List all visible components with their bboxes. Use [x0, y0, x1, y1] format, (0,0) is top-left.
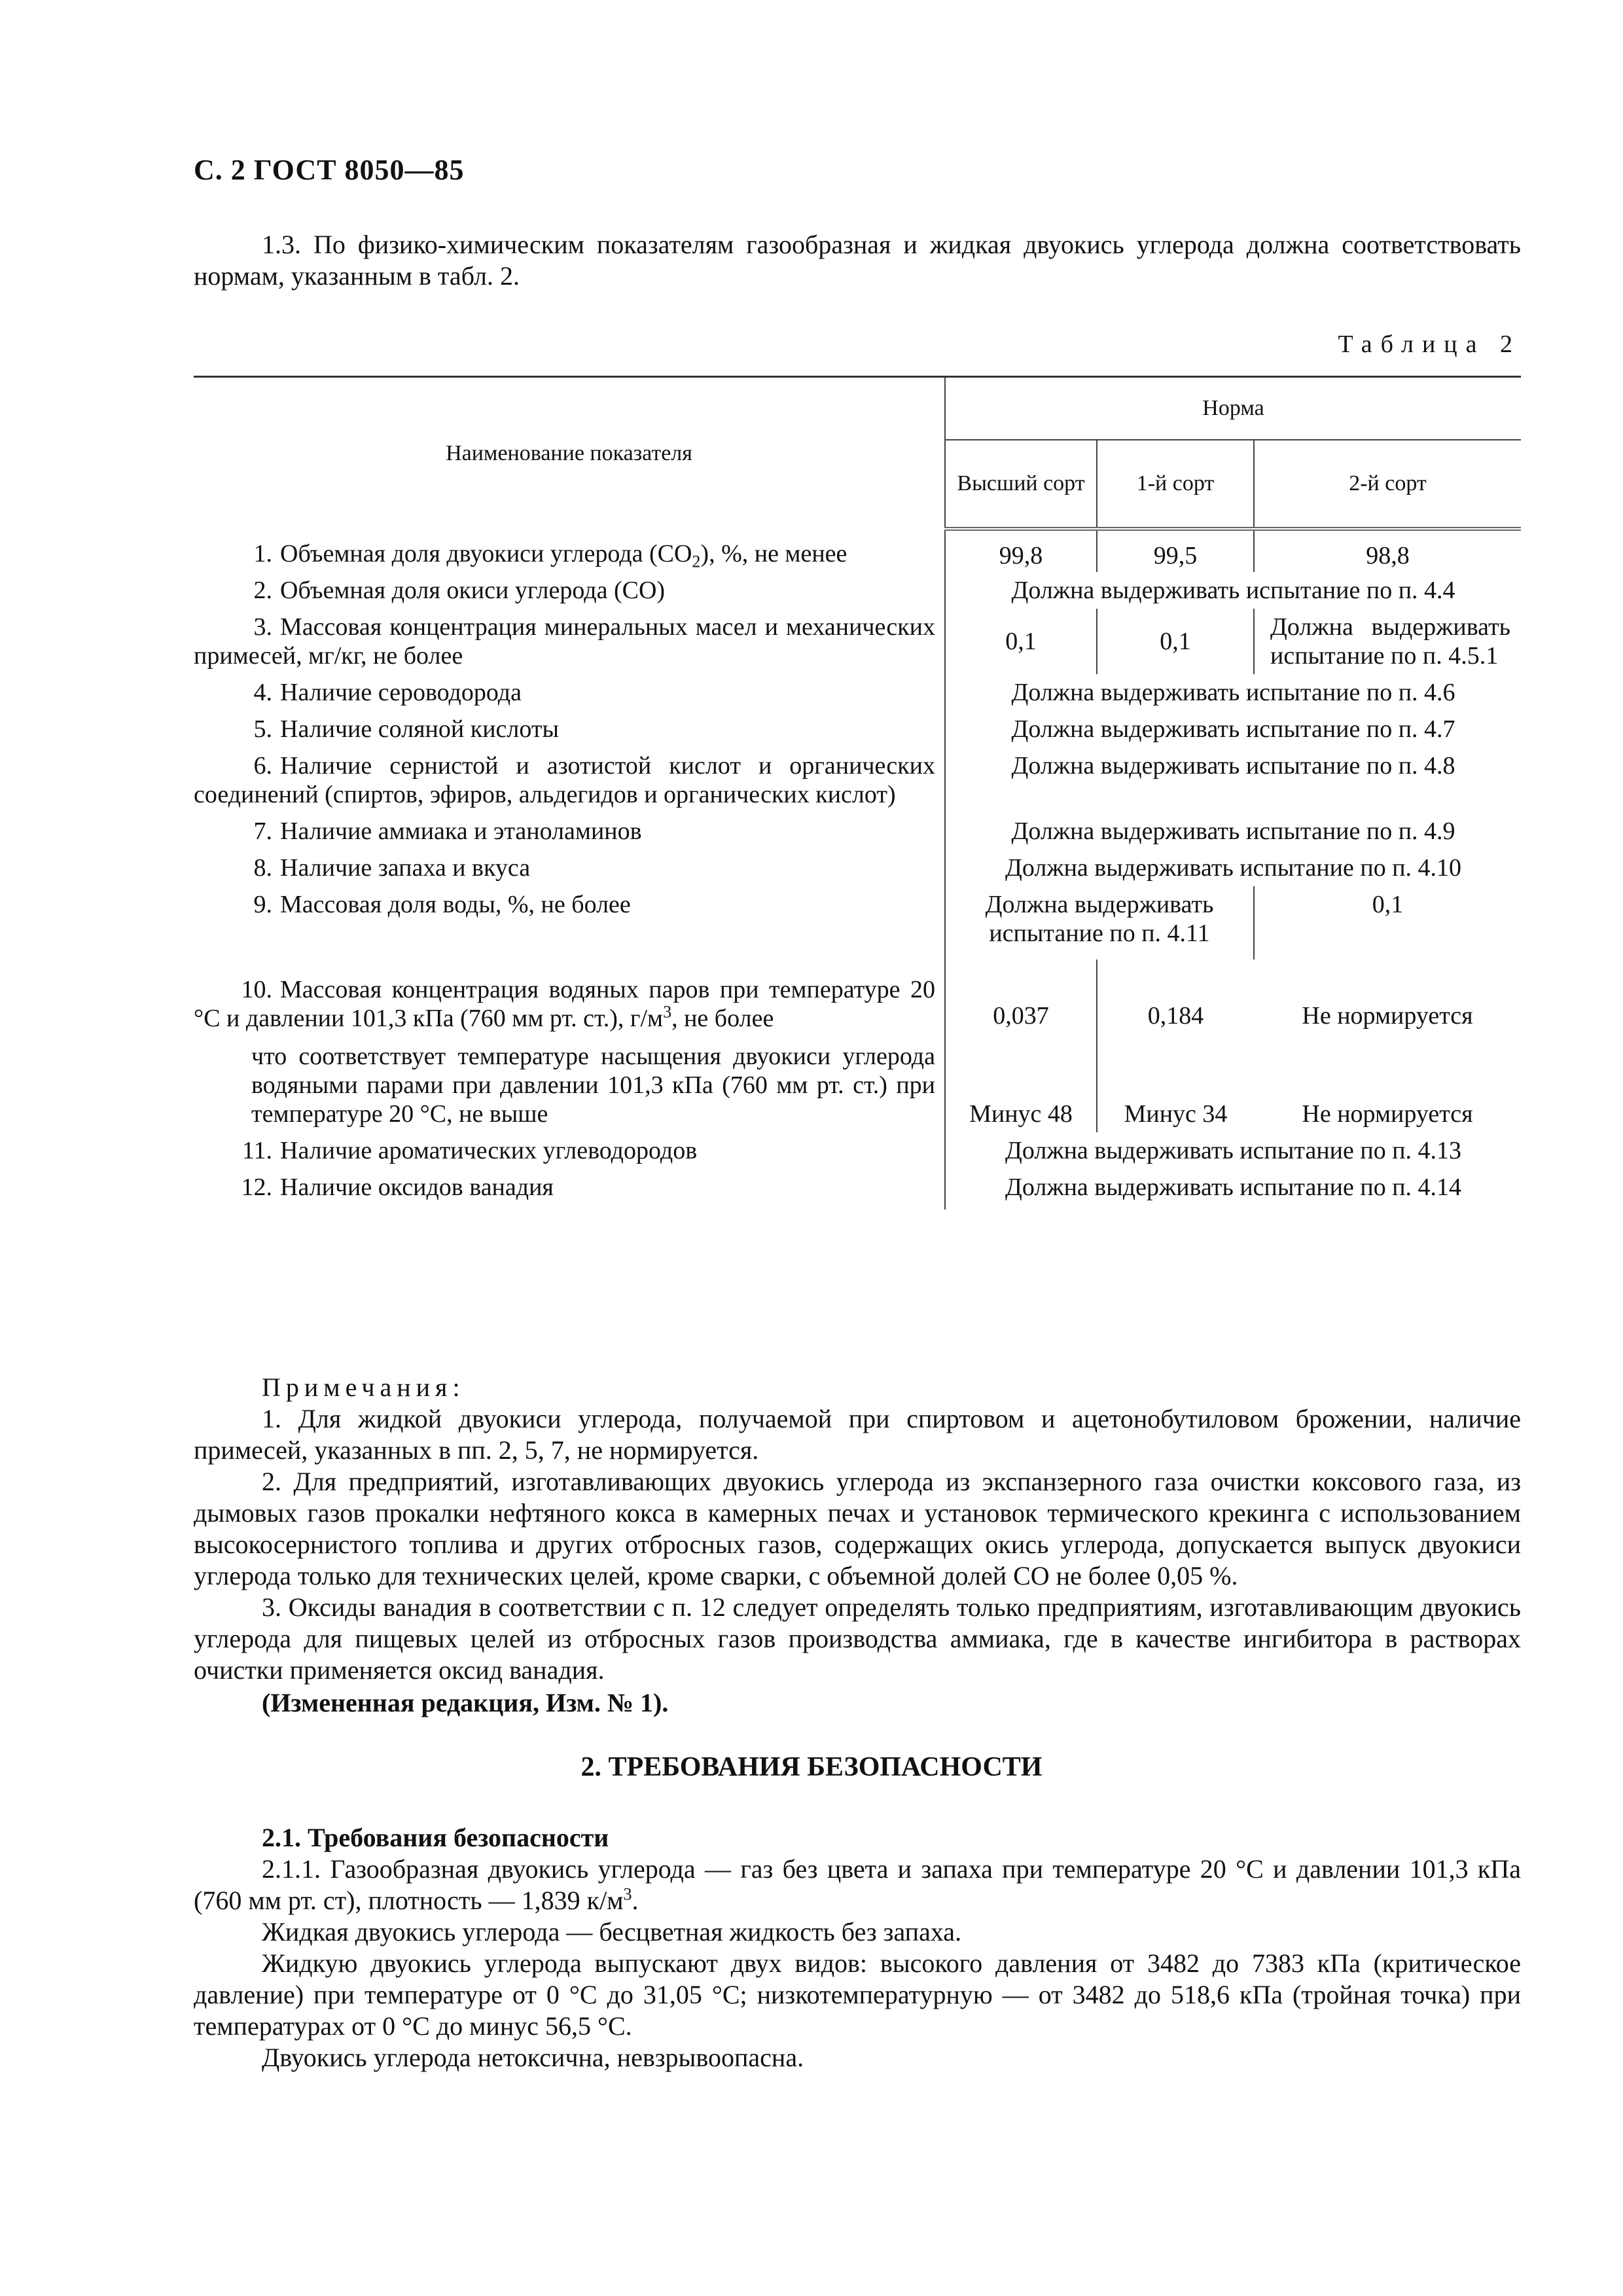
cell-grade-1: 0,184: [1097, 960, 1254, 1037]
row-name: [194, 1169, 945, 1210]
paragraph-liquid: Жидкая двуокись углерода — бесцветная жидкость без запаха.: [262, 1917, 962, 1946]
cell-span: Должна выдерживать испытание по п. 4.7: [945, 711, 1521, 747]
cell-grade-1: 0,1: [1097, 609, 1254, 674]
table-row: [194, 529, 1521, 572]
row-label: Наличие соляной кислоты: [280, 715, 559, 743]
row-label-sup: 3: [663, 1002, 672, 1022]
note-2: 2. Для предприятий, изготавливающих двуокись углерода из экспанзерного газа очистки коксового газа, из дымовых газов прокалки нефтяного кокса в камерных печах и установок термического крекинга с использованием высокосернистого топлива и других отбросных газов, содержащих окись углерода, допускается выпуск двуокиси углерода только для технических целей, кроме сварки, с объемной долей СО не более 0,05 %.: [194, 1467, 1521, 1590]
row-label: Наличие оксидов ванадия: [280, 1174, 554, 1201]
row-name: [194, 529, 945, 572]
table-row: [194, 1169, 1521, 1210]
notes-block: [194, 1372, 1521, 1686]
table-header-row-1: [194, 377, 1521, 440]
row-number: 11.: [241, 1137, 272, 1164]
cell-grade-1: 99,5: [1097, 529, 1254, 572]
row-name: [194, 747, 945, 813]
row-number: 3.: [253, 613, 272, 641]
intro-paragraph: [194, 229, 1521, 292]
table-row: [194, 1132, 1521, 1169]
cell-span: Должна выдерживать испытание по п. 4.13: [945, 1132, 1521, 1169]
clause-1-3: 1.3. По физико-химическим показателям газообразная и жидкая двуокись углерода должна соответствовать нормам, указанным в табл. 2.: [194, 230, 1521, 291]
cell-span: Должна выдерживать испытание по п. 4.8: [945, 747, 1521, 813]
row-number: 6.: [253, 752, 272, 780]
row-label: Наличие ароматических углеводородов: [280, 1137, 698, 1164]
cell-grade-2: Не нормируется: [1302, 1100, 1473, 1128]
row-label: Массовая концентрация минеральных масел и механических примесей, мг/кг, не более: [194, 613, 935, 670]
row-label: Наличие сероводорода: [280, 679, 522, 706]
row-name: [194, 886, 945, 960]
cell-grade-2: 98,8: [1254, 529, 1521, 572]
row-label: Массовая доля воды, %, не более: [280, 891, 631, 918]
row-name: [194, 609, 945, 674]
row-name: что соответствует температуре насыщения двуокиси углерода водяными парами при давлении 101,3 кПа (760 мм рт. ст.) при температуре 20 °С, не выше: [251, 1043, 935, 1128]
row-number: 9.: [253, 891, 272, 918]
table-row: [194, 747, 1521, 813]
amendment-note: (Измененная редакция, Изм. № 1).: [262, 1688, 669, 1717]
cell-top-grade: 99,8: [945, 529, 1097, 572]
row-name: [194, 813, 945, 850]
cell-grade-2: Должна выдерживать испытание по п. 4.5.1: [1254, 609, 1521, 674]
cell-top-grade: 0,037: [945, 960, 1097, 1037]
note-3: 3. Оксиды ванадия в соответствии с п. 12 следует определять только предприятиям, изготавливающим двуокись углерода для пищевых целей из отбросных газов производства аммиака, где в качестве ингибитора в растворах очистки применяется оксид ванадия.: [194, 1592, 1521, 1685]
cell-span: Должна выдерживать испытание по п. 4.14: [945, 1169, 1521, 1210]
row-number: 4.: [253, 679, 272, 706]
cell-span: Должна выдерживать испытание по п. 4.10: [945, 850, 1521, 886]
row-name: [194, 960, 945, 1037]
row-name: [194, 1132, 945, 1169]
notes-title: Примечания:: [262, 1372, 465, 1402]
column-header-name: Наименование показателя: [446, 440, 692, 465]
clause-2-1-1-text: 2.1.1. Газообразная двуокись углерода — газ без цвета и запаха при температуре 20 °С и давлении 101,3 кПа (760 мм рт. ст), плотность — 1,839 к/м: [194, 1854, 1521, 1915]
page-header: С. 2 ГОСТ 8050—85: [194, 154, 465, 186]
note-1: 1. Для жидкой двуокиси углерода, получаемой при спиртовом и ацетонобутиловом брожении, наличие примесей, указанных в пп. 2, 5, 7, не нормируется.: [194, 1404, 1521, 1465]
row-label-tail: ), %, не менее: [700, 540, 847, 567]
norms-table: [194, 376, 1521, 1210]
table-row: [194, 960, 1521, 1037]
cell-grade-2: Не нормируется: [1302, 1002, 1473, 1030]
cell-span: Должна выдерживать испытание по п. 4.4: [945, 572, 1521, 609]
clause-2-1-1-tail: .: [632, 1886, 639, 1915]
table-row: [194, 572, 1521, 609]
row-number: 10.: [241, 976, 272, 1003]
section-2-body: [194, 1822, 1521, 2073]
row-label: Наличие запаха и вкуса: [280, 854, 531, 882]
section-2-title: 2. ТРЕБОВАНИЯ БЕЗОПАСНОСТИ: [580, 1752, 1043, 1782]
row-name: [194, 572, 945, 609]
cell-span: Должна выдерживать испытание по п. 4.6: [945, 674, 1521, 711]
row-number: 8.: [253, 854, 272, 882]
clause-2-1-1-sup: 3: [623, 1884, 632, 1904]
column-header-grade-1: 1-й сорт: [1097, 440, 1254, 529]
row-label: Массовая концентрация водяных паров при температуре 20 °С и давлении 101,3 кПа (760 мм рт. ст.), г/м: [194, 976, 935, 1032]
clause-2-1-1: [194, 1854, 1521, 1916]
cell-span: Должна выдерживать испытание по п. 4.9: [945, 813, 1521, 850]
row-name: [194, 674, 945, 711]
row-number: 2.: [253, 577, 272, 604]
row-label: Объемная доля двуокиси углерода (СО: [280, 540, 692, 567]
table-row: [194, 674, 1521, 711]
row-label: Объемная доля окиси углерода (СО): [280, 577, 666, 604]
column-header-grade-2: 2-й сорт: [1254, 440, 1521, 529]
table-row: [194, 711, 1521, 747]
table-row: [194, 886, 1521, 960]
cell-span-12: Должна выдерживать испытание по п. 4.11: [945, 886, 1254, 960]
column-header-norm: Норма: [945, 377, 1521, 440]
column-header-top-grade: Высший сорт: [945, 440, 1097, 529]
paragraph-types: Жидкую двуокись углерода выпускают двух видов: высокого давления от 3482 до 7383 кПа (критическое давление) при температуре от 0 °С до 31,05 °С; низкотемпературную — от 3482 до 518,6 кПа (тройная точка) при температурах от 0 °С до минус 56,5 °С.: [194, 1948, 1521, 2041]
paragraph-nontoxic: Двуокись углерода нетоксична, невзрывоопасна.: [262, 2043, 804, 2072]
row-name: [194, 711, 945, 747]
cell-top-grade: Минус 48: [945, 1037, 1097, 1132]
row-number: 1.: [253, 540, 272, 567]
row-name: [194, 850, 945, 886]
row-label-tail: , не более: [671, 1005, 774, 1032]
row-number: 12.: [241, 1174, 272, 1201]
cell-grade-2: 0,1: [1254, 886, 1521, 960]
cell-top-grade: 0,1: [945, 609, 1097, 674]
table-row: [194, 813, 1521, 850]
table-caption: Таблица 2: [1338, 331, 1521, 358]
table-row: [194, 850, 1521, 886]
row-label-sub: 2: [692, 552, 701, 571]
row-label: Наличие аммиака и этаноламинов: [280, 817, 642, 845]
table-row: [194, 1037, 1521, 1132]
row-label: Наличие сернистой и азотистой кислот и органических соединений (спиртов, эфиров, альдегидов и органических кислот): [194, 752, 935, 808]
cell-grade-1: Минус 34: [1097, 1037, 1254, 1132]
subsection-2-1-title: 2.1. Требования безопасности: [262, 1823, 609, 1852]
table-row: [194, 609, 1521, 674]
row-number: 5.: [253, 715, 272, 743]
row-number: 7.: [253, 817, 272, 845]
